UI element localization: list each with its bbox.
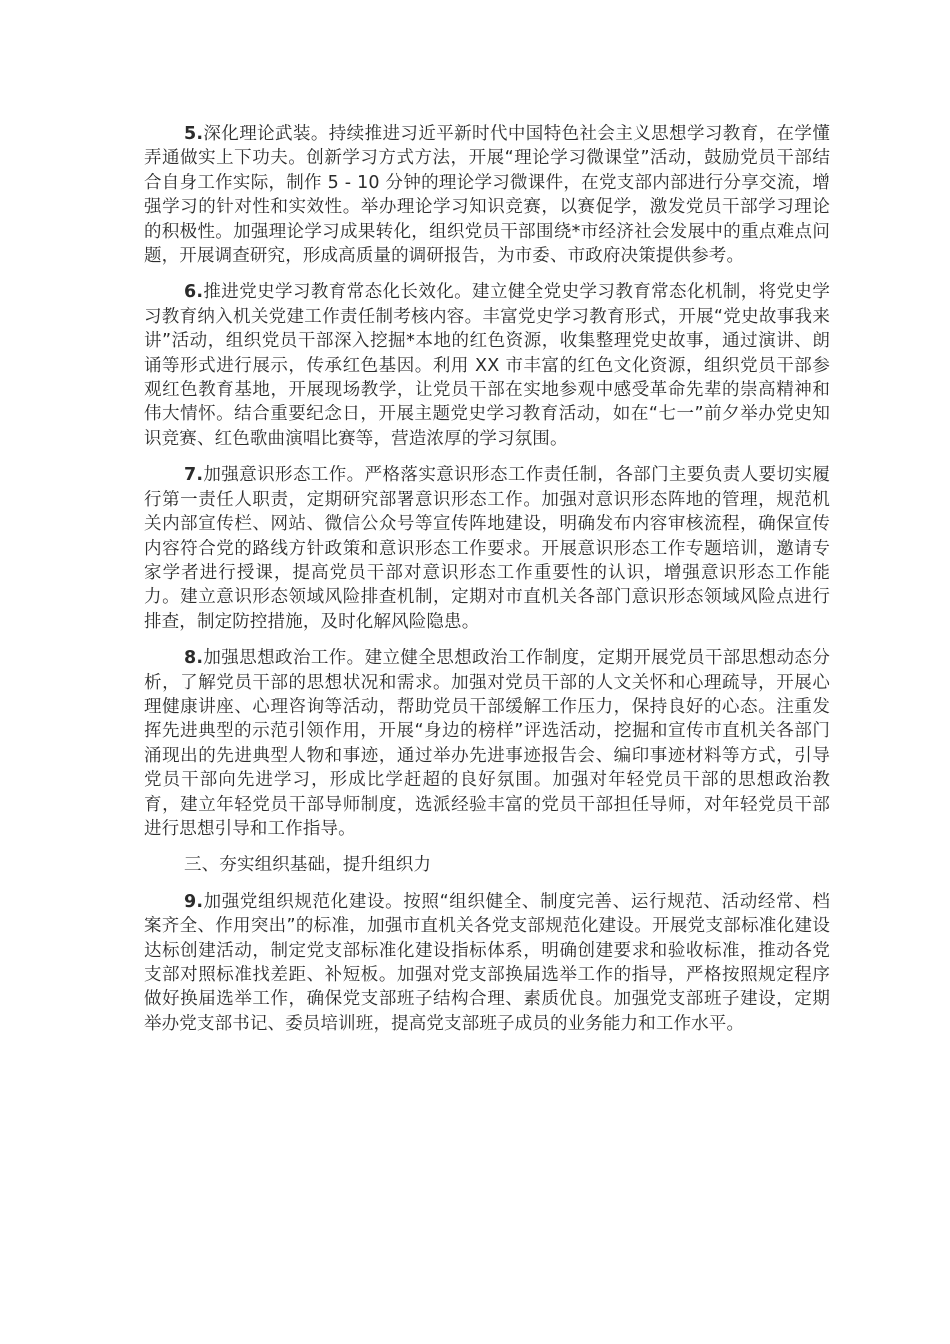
paragraph-5 [144, 122, 830, 268]
paragraph-text: 深化理论武装。持续推进习近平新时代中国特色社会主义思想学习教育，在学懂弄通做实上下功夫。创新学习方式方法，开展“理论学习微课堂”活动，鼓励党员干部结合自身工作实际，制作 5 - 10 分钟的理论学习微课件，在党支部内部进行分享交流，增强学习的针对性和实效性。举办理论学习知识竞赛，以赛促学，激发党员干部学习理论的积极性。加强理论学习成果转化，组织党员干部围绕*市经济社会发展中的重点难点问题，开展调查研究，形成高质量的调研报告，为市委、市政府决策提供参考。 [144, 124, 830, 267]
item-number: 5. [184, 124, 204, 144]
item-number: 8. [184, 648, 204, 669]
section-heading [144, 853, 830, 877]
paragraph-text: 加强思想政治工作。建立健全思想政治工作制度，定期开展党员干部思想动态分析，了解党员干部的思想状况和需求。加强对党员干部的人文关怀和心理疏导，开展心理健康讲座、心理咨询等活动，帮助党员干部缓解工作压力，保持良好的心态。注重发挥先进典型的示范引领作用，开展“身边的榜样”评选活动，挖掘和宣传市直机关各部门涌现出的先进典型人物和事迹，通过举办先进事迹报告会、编印事迹材料等方式，引导党员干部向先进学习，形成比学赶超的良好氛围。加强对年轻党员干部的思想政治教育，建立年轻党员干部导师制度，选派经验丰富的党员干部担任导师，对年轻党员干部进行思想引导和工作指导。 [144, 648, 830, 839]
paragraph-text: 加强党组织规范化建设。按照“组织健全、制度完善、运行规范、活动经常、档案齐全、作用突出”的标准，加强市直机关各党支部规范化建设。开展党支部标准化建设达标创建活动，制定党支部标准化建设指标体系，明确创建要求和验收标准，推动各党支部对照标准找差距、补短板。加强对党支部换届选举工作的指导，严格按照规定程序做好换届选举工作，确保党支部班子结构合理、素质优良。加强党支部班子建设，定期举办党支部书记、委员培训班，提高党支部班子成员的业务能力和工作水平。 [144, 891, 830, 1034]
paragraph-text: 加强意识形态工作。严格落实意识形态工作责任制，各部门主要负责人要切实履行第一责任人职责，定期研究部署意识形态工作。加强对意识形态阵地的管理，规范机关内部宣传栏、网站、微信公众号等宣传阵地建设，明确发布内容审核流程，确保宣传内容符合党的路线方针政策和意识形态工作要求。开展意识形态工作专题培训，邀请专家学者进行授课，提高党员干部对意识形态工作重要性的认识，增强意识形态工作能力。建立意识形态领域风险排查机制，定期对市直机关各部门意识形态领域风险点进行排查，制定防控措施，及时化解风险隐患。 [144, 465, 830, 632]
paragraph-text: 推进党史学习教育常态化长效化。建立健全党史学习教育常态化机制，将党史学习教育纳入机关党建工作责任制考核内容。丰富党史学习教育形式，开展“党史故事我来讲”活动，组织党员干部深入挖掘*本地的红色资源，收集整理党史故事，通过演讲、朗诵等形式进行展示，传承红色基因。利用 XX 市丰富的红色文化资源，组织党员干部参观红色教育基地，开展现场教学，让党员干部在实地参观中感受革命先辈的崇高精神和伟大情怀。结合重要纪念日，开展主题党史学习教育活动，如在“七一”前夕举办党史知识竞赛、红色歌曲演唱比赛等，营造浓厚的学习氛围。 [144, 282, 830, 449]
section-heading-text: 三、夯实组织基础，提升组织力 [184, 855, 432, 876]
document-body [144, 122, 830, 1048]
paragraph-6 [144, 280, 830, 451]
item-number: 9. [184, 891, 204, 912]
paragraph-9 [144, 890, 830, 1036]
paragraph-8 [144, 646, 830, 841]
paragraph-7 [144, 463, 830, 634]
item-number: 6. [184, 282, 204, 303]
item-number: 7. [184, 465, 204, 486]
